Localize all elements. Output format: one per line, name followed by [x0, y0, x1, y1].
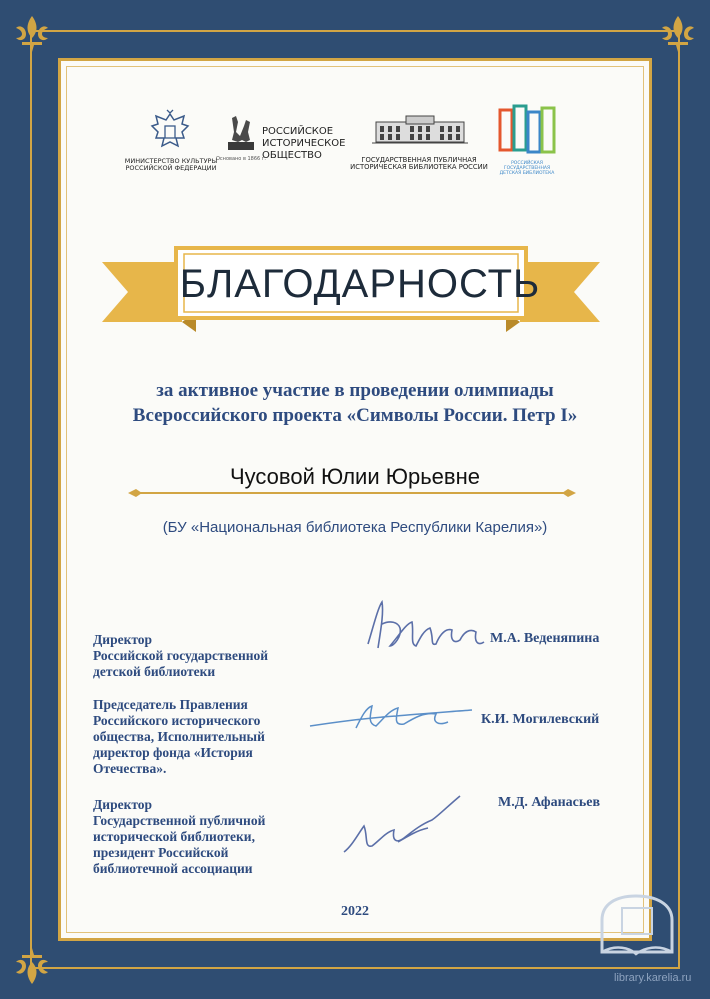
- signatory-3-role-line: исторической библиотеки,: [93, 829, 255, 844]
- ministry-logo-text: [122, 158, 220, 172]
- gpib-logo-text: [344, 157, 494, 172]
- signature-3: [338, 790, 478, 862]
- signatory-3-role-line: библиотечной ассоциации: [93, 861, 253, 876]
- library-building-icon: [372, 112, 468, 146]
- recipient-underline: [128, 486, 576, 500]
- signatory-2-role-line: Председатель Правления: [93, 697, 248, 712]
- subtitle-line1: за активное участие в проведении олимпиады: [156, 380, 554, 401]
- rio-logo-text: [262, 126, 345, 162]
- signatory-2-role-line: Отечества».: [93, 761, 167, 776]
- signatory-1-role-line: Российской государственной: [93, 648, 269, 663]
- gpib-line1: ГОСУДАРСТВЕННАЯ ПУБЛИЧНАЯ: [361, 156, 477, 164]
- subtitle-line2: Всероссийского проекта «Символы России. Петр I»: [132, 405, 578, 426]
- signatory-1-role-line: детской библиотеки: [93, 664, 216, 679]
- ministry-line1: МИНИСТЕРСТВО КУЛЬТУРЫ: [124, 157, 218, 165]
- signatory-3-role-line: Директор: [93, 797, 153, 812]
- library-watermark-icon: [596, 890, 678, 962]
- signatory-2-name: К.И. Могилевский: [481, 712, 600, 727]
- monument-icon: [222, 112, 258, 156]
- signatory-2-role: [93, 697, 265, 777]
- recipient-name: Чусовой Юлии Юрьевне: [230, 464, 480, 489]
- rgdb-line2: ДЕТСКАЯ БИБЛИОТЕКА: [499, 170, 555, 176]
- signatory-2-role-line: общества, Исполнительный: [93, 729, 265, 744]
- signatory-1-role-line: Директор: [93, 632, 153, 647]
- certificate-title: БЛАГОДАРНОСТЬ: [179, 262, 541, 306]
- signatory-2-role-line: Российского исторического: [93, 713, 261, 728]
- rgdb-logo: [498, 104, 556, 158]
- rio-line3: ОБЩЕСТВО: [262, 150, 322, 161]
- signatory-3-role-line: президент Российской: [93, 845, 229, 860]
- signatory-3-role-line: Государственной публичной: [93, 813, 266, 828]
- recipient-organization: (БУ «Национальная библиотека Республики Карелия»): [162, 519, 548, 536]
- ministry-line2: РОССИЙСКОЙ ФЕДЕРАЦИИ: [125, 164, 217, 173]
- signature-2: [306, 698, 478, 738]
- signatory-1-role: [93, 632, 268, 680]
- gpib-line2: ИСТОРИЧЕСКАЯ БИБЛИОТЕКА РОССИИ: [350, 163, 488, 172]
- rio-founded: Основано в 1866 г.: [216, 156, 267, 162]
- certificate-year: 2022: [341, 904, 369, 919]
- rgdb-line1: РОССИЙСКАЯ ГОСУДАРСТВЕННАЯ: [503, 161, 551, 171]
- signatory-1-name: М.А. Веденяпина: [490, 631, 600, 646]
- signatory-2-role-line: директор фонда «История: [93, 745, 253, 760]
- signatory-3-role: [93, 797, 265, 877]
- rio-line2: ИСТОРИЧЕСКОЕ: [262, 138, 346, 149]
- double-headed-eagle-icon: [148, 108, 192, 156]
- rio-line1: РОССИЙСКОЕ: [262, 126, 334, 137]
- rgdb-logo-text: [492, 162, 562, 177]
- rgdb-letters-icon: [498, 104, 556, 158]
- watermark-text: library.karelia.ru: [614, 972, 692, 984]
- signatory-3-name: М.Д. Афанасьев: [498, 795, 601, 810]
- signature-1: [360, 594, 490, 656]
